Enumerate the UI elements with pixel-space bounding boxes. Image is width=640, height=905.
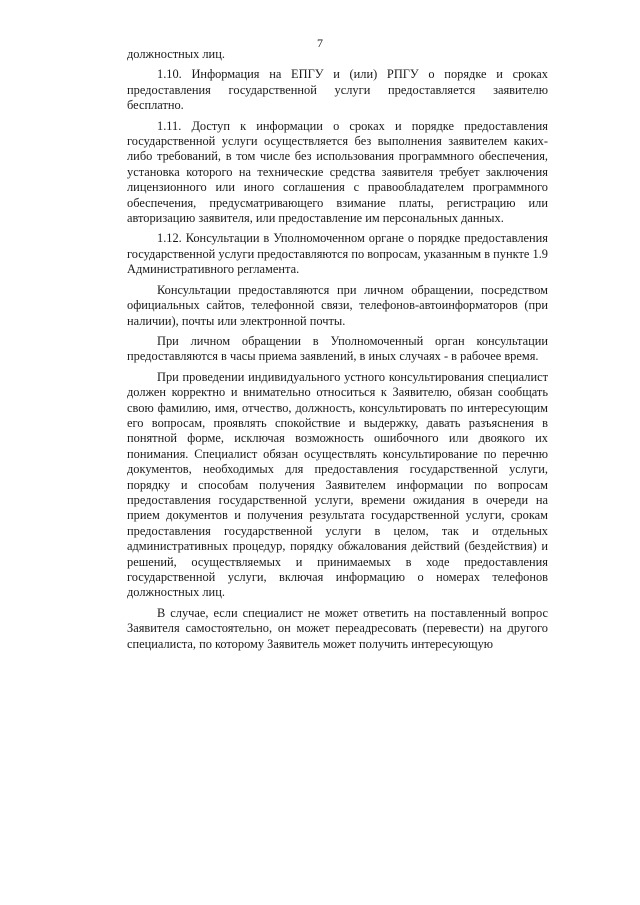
page-number: 7 — [317, 36, 323, 50]
paragraph-continuation: должностных лиц. — [127, 47, 225, 61]
document-body — [127, 47, 548, 657]
paragraph-individual-consulting: При проведении индивидуального устного консультирования специалист должен корректно и внимательно относиться к Заявителю, обязан сообщать свою фамилию, имя, отчество, должность, консультировать по интересующим его вопросам, проявлять спокойствие и выдержку, давать разъяснения в понятной форме, исключая возможность ошибочного или двоякого их понимания. Специалист обязан осуществлять консультирование по перечню документов, необходимых для предоставления государственной услуги, порядку и способам получения Заявителем информации по вопросам предоставления государственной услуги, времени ожидания в очереди на прием документов и получения результата государственной услуги, срокам предоставления государственной услуги в целом, так и отдельных административных процедур, порядку обжалования действий (бездействия) и решений, осуществляемых и принимаемых в ходе предоставления государственной услуги, включая информацию о номерах телефонов должностных лиц. — [127, 369, 548, 600]
paragraph-1-12: 1.12. Консультации в Уполномоченном органе о порядке предоставления государственной услуги предоставляются по вопросам, указанным в пункте 1.9 Административного регламента. — [127, 231, 548, 277]
paragraph-consultations-hours: При личном обращении в Уполномоченный орган консультации предоставляются в часы приема заявлений, в иных случаях - в рабочее время. — [127, 333, 548, 364]
paragraph-consultations-channels: Консультации предоставляются при личном обращении, посредством официальных сайтов, телефонной связи, телефонов-автоинформаторов (при наличии), почты или электронной почты. — [127, 282, 548, 328]
paragraph-1-10: 1.10. Информация на ЕПГУ и (или) РПГУ о порядке и сроках предоставления государственной услуги предоставляется заявителю бесплатно. — [127, 67, 548, 113]
paragraph-redirect: В случае, если специалист не может ответить на поставленный вопрос Заявителя самостоятельно, он может переадресовать (перевести) на другого специалиста, по которому Заявитель может получить интересующую — [127, 605, 548, 651]
paragraph-1-11: 1.11. Доступ к информации о сроках и порядке предоставления государственной услуги осуществляется без выполнения заявителем каких-либо требований, в том числе без использования программного обеспечения, установка которого на технические средства заявителя требует заключения лицензионного или иного соглашения с правообладателем программного обеспечения, предусматривающего взимание платы, регистрацию или авторизацию заявителя, или предоставление им персональных данных. — [127, 118, 548, 226]
